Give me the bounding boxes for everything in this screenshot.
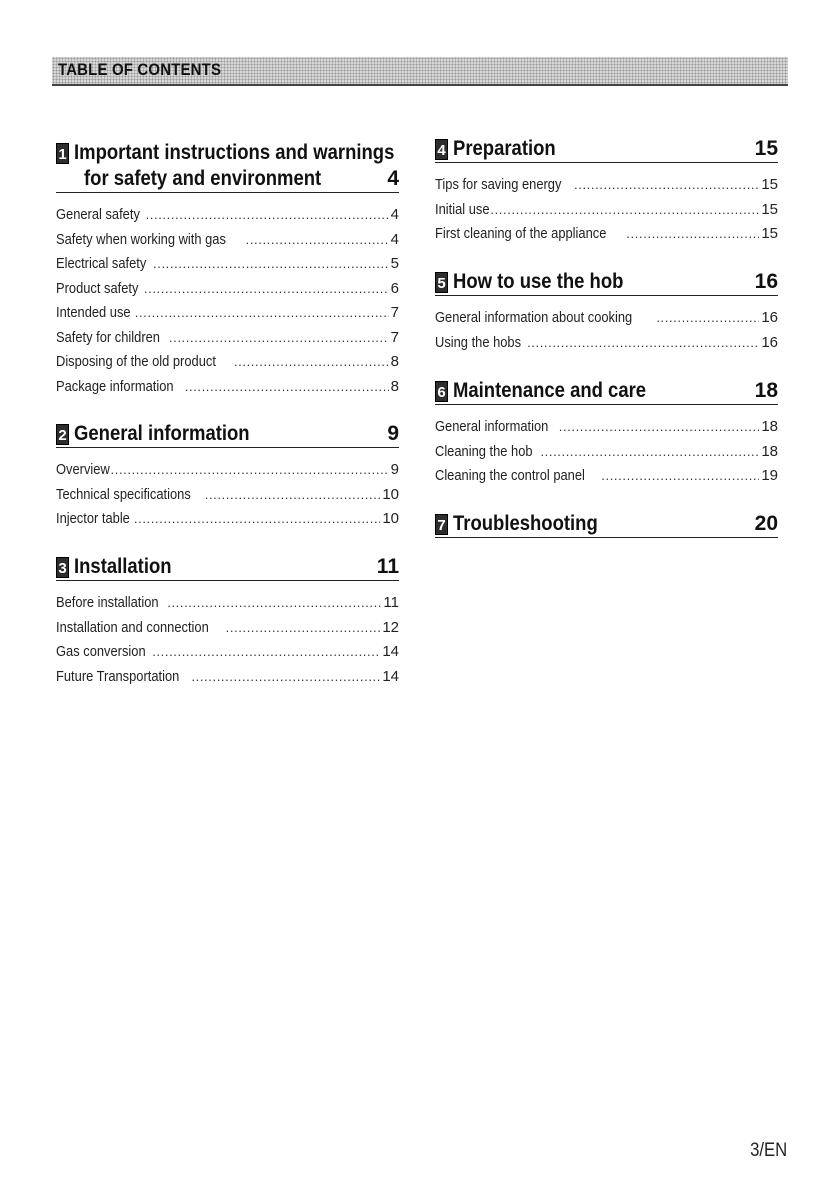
entry-label: Electrical safety [56, 255, 147, 272]
section-number-badge: 4 [435, 139, 448, 160]
toc-entry[interactable] [56, 277, 399, 302]
entry-label: Disposing of the old product [56, 353, 216, 370]
entry-label: Installation and connection [56, 618, 209, 636]
entry-page: 11 [383, 594, 399, 611]
toc-section-5 [435, 269, 778, 355]
section-number-badge: 2 [56, 424, 69, 445]
entry-page: 15 [761, 225, 778, 242]
toc-entry[interactable] [435, 222, 778, 247]
entry-label: Technical specifications [56, 485, 191, 503]
entry-page: 4 [390, 206, 399, 223]
entry-page: 18 [761, 442, 778, 460]
page-number: 3/EN [749, 1140, 787, 1161]
leader-dots [205, 483, 381, 508]
entry-page: 14 [382, 643, 399, 660]
entry-page: 5 [390, 255, 399, 272]
section-title: Important instructions and warnings [74, 141, 395, 164]
section-title: Preparation [453, 137, 556, 160]
leader-dots [601, 464, 759, 489]
leader-dots [626, 222, 759, 247]
section-entries [56, 591, 399, 689]
entry-label: Intended use [56, 304, 131, 321]
leader-dots [111, 458, 389, 483]
toc-entry[interactable] [56, 252, 399, 277]
leader-dots [185, 375, 389, 400]
toc-entry[interactable] [435, 331, 778, 356]
leader-dots [234, 350, 389, 375]
section-number-badge: 1 [56, 143, 69, 164]
leader-dots [167, 591, 381, 616]
entry-page: 10 [382, 510, 399, 527]
toc-section-4 [435, 136, 778, 247]
section-title: Maintenance and care [453, 379, 647, 402]
toc-section-2 [56, 421, 399, 532]
toc-entry[interactable] [435, 198, 778, 223]
toc-entry[interactable] [56, 640, 399, 665]
section-title: Troubleshooting [453, 512, 598, 535]
entry-label: Cleaning the hob [435, 442, 533, 460]
toc-entry[interactable] [435, 306, 778, 331]
entry-label: General safety [56, 206, 140, 223]
entry-label: Tips for saving energy [435, 176, 562, 193]
leader-dots [144, 277, 389, 302]
leader-dots [153, 252, 389, 277]
toc-section-7 [435, 511, 778, 538]
entry-label: Using the hobs [435, 333, 522, 351]
toc-entry[interactable] [56, 301, 399, 326]
toc-entry[interactable] [56, 483, 399, 508]
section-title: Installation [74, 555, 172, 578]
entry-label: General information [435, 418, 549, 435]
section-number-badge: 7 [435, 514, 448, 535]
section-number-badge: 3 [56, 557, 69, 578]
entry-label: Package information [56, 377, 174, 395]
leader-dots [559, 415, 760, 440]
leader-dots [135, 301, 389, 326]
entry-label: Cleaning the control panel [435, 467, 585, 484]
section-page: 4 [387, 167, 399, 190]
section-number-badge: 6 [435, 381, 448, 402]
entry-page: 6 [390, 279, 399, 297]
entry-page: 16 [761, 309, 778, 326]
leader-dots [656, 306, 759, 331]
leader-dots [246, 228, 389, 253]
entry-page: 15 [761, 176, 778, 193]
entry-page: 16 [761, 333, 778, 351]
toc-entry[interactable] [56, 458, 399, 483]
section-number-badge: 5 [435, 272, 448, 293]
section-entries [435, 306, 778, 355]
toc-section-6 [435, 378, 778, 489]
entry-label: First cleaning of the appliance [435, 225, 607, 242]
entry-page: 12 [382, 618, 399, 636]
entry-label: Safety for children [56, 328, 160, 346]
toc-entry[interactable] [435, 440, 778, 465]
entry-label: Future Transportation [56, 667, 180, 685]
leader-dots [490, 198, 759, 223]
entry-label: Overview [56, 461, 110, 478]
entry-label: Initial use [435, 200, 490, 218]
section-page: 16 [754, 270, 778, 293]
section-entries [56, 458, 399, 532]
toc-section-1 [56, 140, 399, 399]
section-heading[interactable] [435, 269, 778, 296]
toc-entry[interactable] [56, 326, 399, 351]
section-entries [56, 203, 399, 399]
section-title-line2: for safety and environment [84, 167, 322, 190]
leader-dots [169, 326, 389, 351]
toc-entry[interactable] [56, 203, 399, 228]
toc-title: TABLE OF CONTENTS [58, 60, 222, 79]
toc-entry[interactable] [56, 665, 399, 690]
entry-label: General information about cooking [435, 309, 633, 326]
section-heading[interactable] [56, 421, 399, 448]
leader-dots [146, 203, 389, 228]
toc-entry[interactable] [435, 415, 778, 440]
toc-entry[interactable] [56, 616, 399, 641]
section-page: 11 [376, 555, 399, 578]
entry-page: 7 [390, 304, 399, 321]
section-entries [435, 173, 778, 247]
section-heading[interactable] [56, 140, 399, 193]
leader-dots [527, 331, 759, 356]
leader-dots [191, 665, 380, 690]
entry-page: 7 [390, 328, 399, 346]
entry-page: 9 [390, 461, 399, 478]
section-heading[interactable] [435, 378, 778, 405]
entry-page: 8 [390, 377, 399, 395]
entry-page: 10 [382, 485, 399, 503]
section-entries [435, 415, 778, 489]
entry-page: 15 [761, 200, 778, 218]
toc-banner [52, 57, 788, 86]
entry-label: Before installation [56, 594, 159, 611]
section-page: 15 [754, 137, 778, 160]
toc-entry[interactable] [56, 228, 399, 253]
section-heading[interactable] [56, 554, 399, 581]
toc-entry[interactable] [56, 507, 399, 532]
section-heading[interactable] [435, 136, 778, 163]
leader-dots [226, 616, 381, 641]
leader-dots [152, 640, 380, 665]
section-title: How to use the hob [453, 270, 624, 293]
leader-dots [134, 507, 380, 532]
toc-entry[interactable] [435, 464, 778, 489]
toc-entry[interactable] [435, 173, 778, 198]
leader-dots [540, 440, 759, 465]
entry-page: 18 [761, 418, 778, 435]
section-page: 18 [754, 379, 778, 402]
entry-label: Safety when working with gas [56, 230, 226, 248]
entry-page: 8 [390, 353, 399, 370]
leader-dots [574, 173, 759, 198]
toc-entry[interactable] [56, 591, 399, 616]
entry-page: 19 [761, 467, 778, 484]
entry-label: Product safety [56, 279, 139, 297]
entry-label: Gas conversion [56, 643, 146, 660]
section-page: 9 [387, 422, 399, 445]
entry-label: Injector table [56, 510, 130, 527]
section-title: General information [74, 422, 250, 445]
section-page: 20 [754, 512, 778, 535]
toc-entry[interactable] [56, 375, 399, 400]
entry-page: 4 [390, 230, 399, 248]
section-heading[interactable] [435, 511, 778, 538]
entry-page: 14 [382, 667, 399, 685]
toc-section-3 [56, 554, 399, 689]
toc-entry[interactable] [56, 350, 399, 375]
